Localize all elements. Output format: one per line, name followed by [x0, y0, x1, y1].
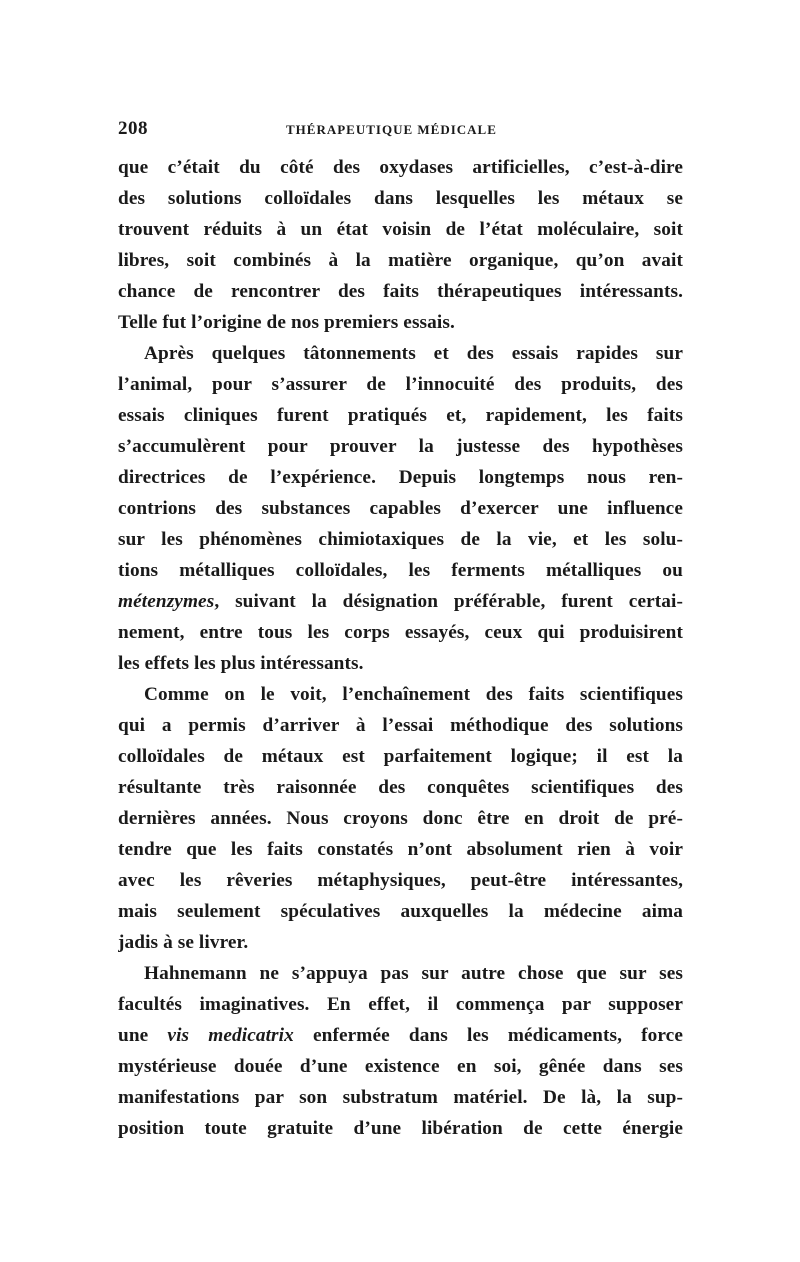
text-line: Comme on le voit, l’enchaînement des faits scientifiques — [144, 684, 683, 705]
text-span: enfermée dans les médicaments, force — [293, 1025, 683, 1046]
text-line: l’animal, pour s’assurer de l’innocuité des produits, des — [118, 374, 683, 395]
text-line — [118, 586, 683, 617]
text-line: s’accumulèrent pour prouver la justesse des hypothèses — [118, 436, 683, 457]
text-line: manifestations par son substratum matériel. De là, la sup- — [118, 1087, 683, 1108]
text-line: les effets les plus intéressants. — [118, 653, 364, 674]
text-line: avec les rêveries métaphysiques, peut-être intéressantes, — [118, 870, 683, 891]
text-line: mais seulement spéculatives auxquelles la médecine aima — [118, 901, 683, 922]
body-text — [118, 152, 683, 1144]
text-line: Après quelques tâtonnements et des essais rapides sur — [144, 343, 683, 364]
text-line: contrions des substances capables d’exercer une influence — [118, 498, 683, 519]
text-line: chance de rencontrer des faits thérapeutiques intéressants. — [118, 281, 683, 302]
text-line: mystérieuse douée d’une existence en soi, gênée dans ses — [118, 1056, 683, 1077]
text-line — [118, 1020, 683, 1051]
text-line: jadis à se livrer. — [118, 932, 249, 953]
page-number: 208 — [118, 118, 148, 139]
text-line: que c’était du côté des oxydases artificielles, c’est-à-dire — [118, 157, 683, 178]
italic-term: métenzymes — [118, 591, 215, 612]
text-line: dernières années. Nous croyons donc être en droit de pré- — [118, 808, 683, 829]
text-line: Hahnemann ne s’appuya pas sur autre chose que sur ses — [144, 963, 683, 984]
text-line: directrices de l’expérience. Depuis longtemps nous ren- — [118, 467, 683, 488]
text-line: libres, soit combinés à la matière organique, qu’on avait — [118, 250, 683, 271]
text-line: nement, entre tous les corps essayés, ceux qui produisirent — [118, 622, 683, 643]
text-span: une — [118, 1025, 168, 1046]
italic-term: vis medicatrix — [167, 1025, 294, 1046]
text-span: , suivant la désignation préférable, furent certai- — [214, 591, 683, 612]
text-line: tendre que les faits constatés n’ont absolument rien à voir — [118, 839, 683, 860]
text-line: position toute gratuite d’une libération de cette énergie — [118, 1118, 683, 1139]
text-line: essais cliniques furent pratiqués et, rapidement, les faits — [118, 405, 683, 426]
running-title: THÉRAPEUTIQUE MÉDICALE — [286, 122, 497, 137]
text-line: facultés imaginatives. En effet, il commença par supposer — [118, 994, 683, 1015]
running-head — [118, 118, 683, 146]
text-line: tions métalliques colloïdales, les ferments métalliques ou — [118, 560, 683, 581]
text-line: Telle fut l’origine de nos premiers essais. — [118, 312, 455, 333]
text-line: des solutions colloïdales dans lesquelles les métaux se — [118, 188, 683, 209]
text-line: sur les phénomènes chimiotaxiques de la vie, et les solu- — [118, 529, 683, 550]
text-line: trouvent réduits à un état voisin de l’état moléculaire, soit — [118, 219, 683, 240]
text-line: colloïdales de métaux est parfaitement logique; il est la — [118, 746, 683, 767]
text-line: qui a permis d’arriver à l’essai méthodique des solutions — [118, 715, 683, 736]
text-line: résultante très raisonnée des conquêtes scientifiques des — [118, 777, 683, 798]
